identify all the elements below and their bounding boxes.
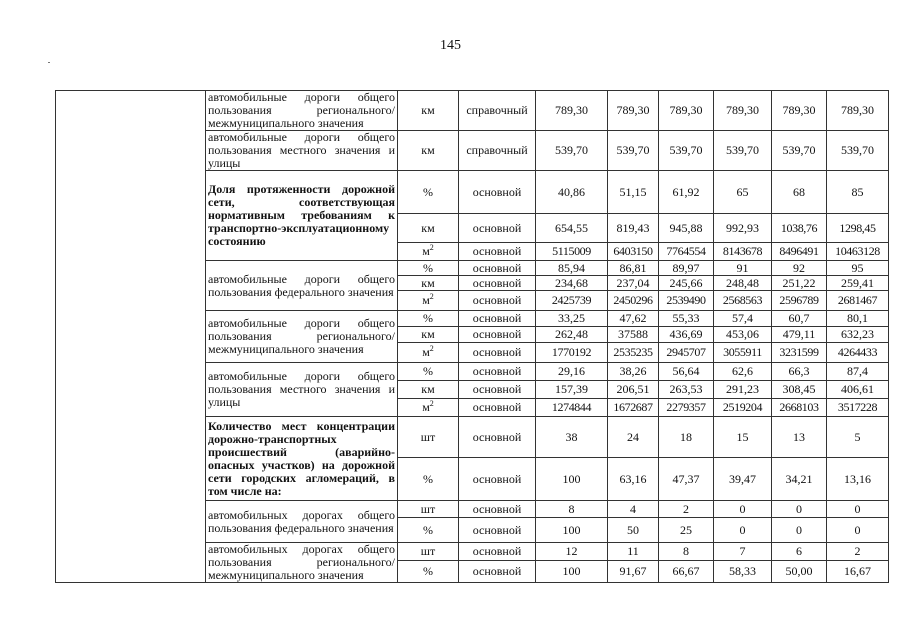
value-cell: 0 — [772, 501, 827, 518]
value-cell: 2519204 — [714, 399, 772, 417]
unit-text: км — [421, 103, 435, 117]
value-cell: 8 — [659, 543, 714, 561]
indicator-type-cell: основной — [459, 343, 536, 363]
value-cell: 13 — [772, 417, 827, 458]
indicator-type-cell: основной — [459, 276, 536, 291]
value-cell: 1298,45 — [827, 214, 889, 243]
indicator-type-cell: основной — [459, 214, 536, 243]
value-cell: 1274844 — [536, 399, 608, 417]
value-cell: 51,15 — [608, 171, 659, 214]
unit-text: км — [421, 143, 435, 157]
value-cell: 1672687 — [608, 399, 659, 417]
unit-cell — [398, 131, 459, 171]
value-cell: 38,26 — [608, 363, 659, 381]
value-cell: 2535235 — [608, 343, 659, 363]
unit-cell — [398, 343, 459, 363]
value-cell: 13,16 — [827, 458, 889, 501]
unit-cell — [398, 291, 459, 311]
value-cell: 3055911 — [714, 343, 772, 363]
unit-text: % — [423, 564, 433, 579]
value-cell: 61,92 — [659, 171, 714, 214]
unit-cell — [398, 214, 459, 243]
value-cell: 436,69 — [659, 327, 714, 343]
value-cell: 1770192 — [536, 343, 608, 363]
unit-text: шт — [420, 501, 436, 516]
indicator-type-cell: основной — [459, 561, 536, 583]
value-cell: 57,4 — [714, 311, 772, 327]
value-cell: 58,33 — [714, 561, 772, 583]
unit-cell — [398, 543, 459, 561]
value-cell: 100 — [536, 561, 608, 583]
value-cell: 37588 — [608, 327, 659, 343]
value-cell: 8143678 — [714, 243, 772, 261]
value-cell: 654,55 — [536, 214, 608, 243]
unit-text: % — [423, 471, 433, 486]
indicator-type-cell: основной — [459, 291, 536, 311]
indicator-name: автомобильные дороги общего пользования регионального/ межмуниципального значения — [206, 311, 398, 363]
unit-text: % — [423, 311, 433, 325]
indicator-type-cell: основной — [459, 381, 536, 399]
value-cell: 259,41 — [827, 276, 889, 291]
unit-text: м — [422, 400, 430, 414]
stray-mark — [48, 62, 50, 63]
indicator-name: Доля протяженности дорожной сети, соответствующая нормативным требованиям к транспортно-эксплуатационному состоянию — [206, 171, 398, 261]
value-cell: 632,23 — [827, 327, 889, 343]
unit-text: % — [423, 522, 433, 537]
value-cell: 8 — [536, 501, 608, 518]
value-cell: 539,70 — [608, 131, 659, 171]
value-cell: 539,70 — [536, 131, 608, 171]
value-cell: 539,70 — [772, 131, 827, 171]
value-cell: 66,3 — [772, 363, 827, 381]
value-cell: 16,67 — [827, 561, 889, 583]
value-cell: 0 — [714, 501, 772, 518]
value-cell: 789,30 — [659, 91, 714, 131]
value-cell: 6 — [772, 543, 827, 561]
value-cell: 4264433 — [827, 343, 889, 363]
value-cell: 0 — [827, 501, 889, 518]
value-cell: 95 — [827, 261, 889, 276]
indicator-type-cell: основной — [459, 363, 536, 381]
value-cell: 539,70 — [659, 131, 714, 171]
value-cell: 248,48 — [714, 276, 772, 291]
value-cell: 789,30 — [536, 91, 608, 131]
unit-cell — [398, 399, 459, 417]
indicator-name: автомобильных дорогах общего пользования регионального/ межмуниципального значения — [206, 543, 398, 583]
unit-cell — [398, 518, 459, 543]
value-cell: 8496491 — [772, 243, 827, 261]
value-cell: 86,81 — [608, 261, 659, 276]
value-cell: 15 — [714, 417, 772, 458]
value-cell: 157,39 — [536, 381, 608, 399]
unit-superscript: 2 — [429, 344, 434, 353]
unit-text: шт — [420, 544, 436, 559]
value-cell: 7764554 — [659, 243, 714, 261]
value-cell: 789,30 — [772, 91, 827, 131]
value-cell: 206,51 — [608, 381, 659, 399]
value-cell: 3231599 — [772, 343, 827, 363]
value-cell: 2279357 — [659, 399, 714, 417]
indicator-type-cell: основной — [459, 243, 536, 261]
indicator-table — [55, 90, 889, 583]
value-cell: 237,04 — [608, 276, 659, 291]
value-cell: 992,93 — [714, 214, 772, 243]
value-cell: 55,33 — [659, 311, 714, 327]
value-cell: 789,30 — [714, 91, 772, 131]
unit-superscript: 2 — [429, 399, 434, 408]
unit-text: м — [422, 244, 430, 258]
value-cell: 91 — [714, 261, 772, 276]
value-cell: 47,37 — [659, 458, 714, 501]
value-cell: 89,97 — [659, 261, 714, 276]
indicator-name: Количество мест концентрации дорожно-транспортных происшествий (аварийно-опасных участков) на дорожной сети городских агломераций, в том числе на: — [206, 417, 398, 501]
value-cell: 263,53 — [659, 381, 714, 399]
value-cell: 2668103 — [772, 399, 827, 417]
value-cell: 291,23 — [714, 381, 772, 399]
unit-cell — [398, 261, 459, 276]
value-cell: 60,7 — [772, 311, 827, 327]
unit-text: м — [422, 345, 430, 359]
value-cell: 50 — [608, 518, 659, 543]
value-cell: 91,67 — [608, 561, 659, 583]
unit-cell — [398, 311, 459, 327]
value-cell: 406,61 — [827, 381, 889, 399]
value-cell: 68 — [772, 171, 827, 214]
value-cell: 29,16 — [536, 363, 608, 381]
indicator-type-cell: справочный — [459, 131, 536, 171]
value-cell: 789,30 — [827, 91, 889, 131]
value-cell: 38 — [536, 417, 608, 458]
table-row — [56, 91, 889, 131]
value-cell: 12 — [536, 543, 608, 561]
value-cell: 234,68 — [536, 276, 608, 291]
table-body — [56, 91, 889, 583]
value-cell: 245,66 — [659, 276, 714, 291]
unit-text: км — [421, 382, 435, 396]
value-cell: 2 — [659, 501, 714, 518]
value-cell: 100 — [536, 518, 608, 543]
unit-cell — [398, 417, 459, 458]
value-cell: 0 — [827, 518, 889, 543]
page-number: 145 — [440, 38, 461, 53]
value-cell: 251,22 — [772, 276, 827, 291]
indicator-type-cell: справочный — [459, 91, 536, 131]
value-cell: 87,4 — [827, 363, 889, 381]
indicator-type-cell: основной — [459, 327, 536, 343]
value-cell: 25 — [659, 518, 714, 543]
unit-text: км — [421, 220, 435, 235]
unit-text: м — [422, 293, 430, 307]
indicator-name: автомобильные дороги общего пользования федерального значения — [206, 261, 398, 311]
indicator-type-cell: основной — [459, 261, 536, 276]
value-cell: 66,67 — [659, 561, 714, 583]
indicator-name: автомобильные дороги общего пользования местного значения и улицы — [206, 363, 398, 417]
value-cell: 56,64 — [659, 363, 714, 381]
indicator-name: автомобильные дороги общего пользования местного значения и улицы — [206, 131, 398, 171]
indicator-type-cell: основной — [459, 501, 536, 518]
indicator-type-cell: основной — [459, 399, 536, 417]
indicator-name: автомобильные дороги общего пользования регионального/ межмуниципального значения — [206, 91, 398, 131]
value-cell: 2596789 — [772, 291, 827, 311]
unit-text: % — [423, 364, 433, 378]
unit-cell — [398, 276, 459, 291]
value-cell: 479,11 — [772, 327, 827, 343]
indicator-type-cell: основной — [459, 417, 536, 458]
unit-cell — [398, 91, 459, 131]
value-cell: 0 — [714, 518, 772, 543]
value-cell: 1038,76 — [772, 214, 827, 243]
value-cell: 819,43 — [608, 214, 659, 243]
unit-superscript: 2 — [429, 292, 434, 301]
value-cell: 62,6 — [714, 363, 772, 381]
unit-cell — [398, 458, 459, 501]
value-cell: 33,25 — [536, 311, 608, 327]
unit-text: % — [423, 260, 433, 275]
value-cell: 24 — [608, 417, 659, 458]
value-cell: 0 — [772, 518, 827, 543]
unit-cell — [398, 327, 459, 343]
value-cell: 2450296 — [608, 291, 659, 311]
unit-cell — [398, 171, 459, 214]
value-cell: 85,94 — [536, 261, 608, 276]
value-cell: 539,70 — [714, 131, 772, 171]
indicator-type-cell: основной — [459, 171, 536, 214]
value-cell: 5115009 — [536, 243, 608, 261]
indicator-name: автомобильных дорогах общего пользования федерального значения — [206, 501, 398, 543]
value-cell: 63,16 — [608, 458, 659, 501]
unit-text: км — [421, 275, 435, 290]
value-cell: 2 — [827, 543, 889, 561]
indicator-type-cell: основной — [459, 518, 536, 543]
value-cell: 789,30 — [608, 91, 659, 131]
value-cell: 39,47 — [714, 458, 772, 501]
value-cell: 945,88 — [659, 214, 714, 243]
value-cell: 2425739 — [536, 291, 608, 311]
value-cell: 262,48 — [536, 327, 608, 343]
value-cell: 308,45 — [772, 381, 827, 399]
unit-cell — [398, 363, 459, 381]
unit-cell — [398, 381, 459, 399]
value-cell: 50,00 — [772, 561, 827, 583]
value-cell: 2568563 — [714, 291, 772, 311]
value-cell: 539,70 — [827, 131, 889, 171]
value-cell: 7 — [714, 543, 772, 561]
unit-superscript: 2 — [429, 243, 434, 252]
unit-text: км — [421, 327, 435, 341]
unit-cell — [398, 243, 459, 261]
value-cell: 6403150 — [608, 243, 659, 261]
value-cell: 2539490 — [659, 291, 714, 311]
empty-column-cell — [56, 91, 206, 583]
value-cell: 11 — [608, 543, 659, 561]
value-cell: 34,21 — [772, 458, 827, 501]
value-cell: 85 — [827, 171, 889, 214]
value-cell: 2681467 — [827, 291, 889, 311]
value-cell: 4 — [608, 501, 659, 518]
value-cell: 453,06 — [714, 327, 772, 343]
unit-text: шт — [420, 429, 436, 444]
unit-text: % — [423, 184, 433, 199]
value-cell: 18 — [659, 417, 714, 458]
value-cell: 2945707 — [659, 343, 714, 363]
value-cell: 10463128 — [827, 243, 889, 261]
value-cell: 80,1 — [827, 311, 889, 327]
value-cell: 5 — [827, 417, 889, 458]
value-cell: 65 — [714, 171, 772, 214]
value-cell: 40,86 — [536, 171, 608, 214]
indicator-type-cell: основной — [459, 311, 536, 327]
value-cell: 100 — [536, 458, 608, 501]
indicator-type-cell: основной — [459, 458, 536, 501]
value-cell: 47,62 — [608, 311, 659, 327]
value-cell: 3517228 — [827, 399, 889, 417]
value-cell: 92 — [772, 261, 827, 276]
indicator-type-cell: основной — [459, 543, 536, 561]
unit-cell — [398, 501, 459, 518]
unit-cell — [398, 561, 459, 583]
